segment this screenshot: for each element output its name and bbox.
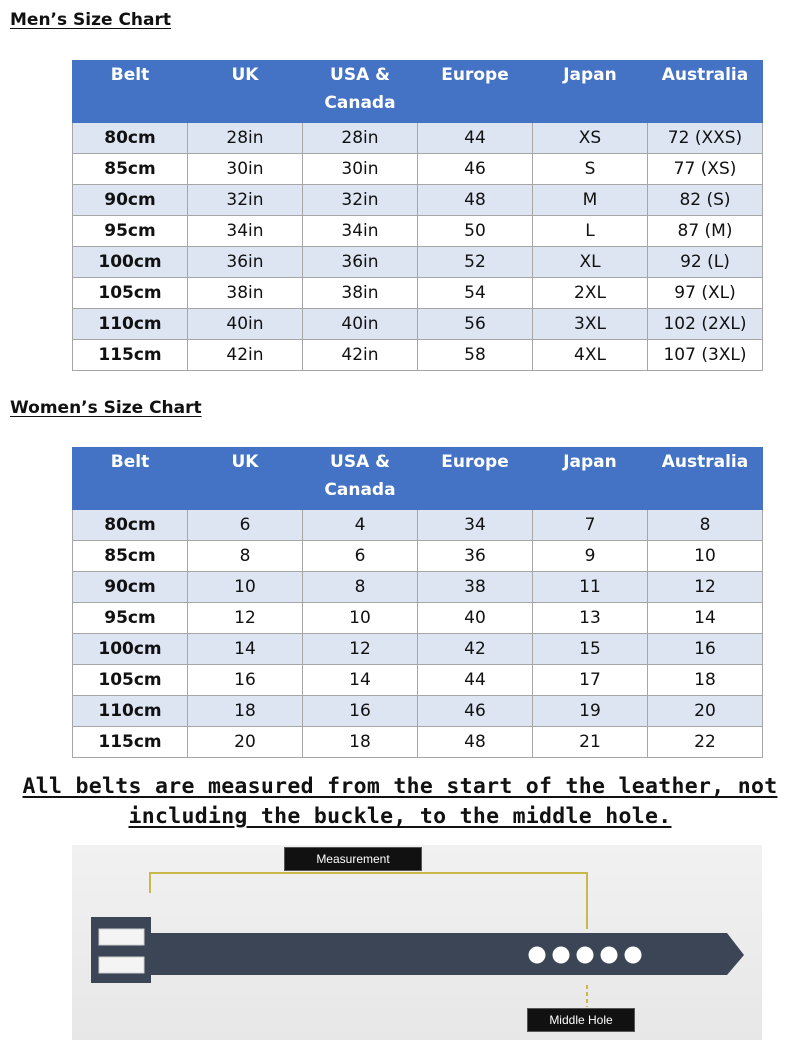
table-header-row [73, 448, 763, 510]
table-cell: XS [533, 123, 648, 154]
table-cell: 14 [648, 603, 763, 634]
table-cell: 42in [188, 340, 303, 371]
table-cell: 13 [533, 603, 648, 634]
column-header: Australia [648, 448, 763, 510]
measurement-note-line: including the buckle, to the middle hole. [128, 804, 672, 829]
table-row [73, 665, 763, 696]
womens-size-table [72, 447, 763, 758]
table-cell: 42 [418, 634, 533, 665]
table-cell: 46 [418, 154, 533, 185]
table-cell: 19 [533, 696, 648, 727]
table-row [73, 247, 763, 278]
table-cell: 46 [418, 696, 533, 727]
table-cell: 3XL [533, 309, 648, 340]
table-row [73, 154, 763, 185]
table-cell: 72 (XXS) [648, 123, 763, 154]
table-cell: 30in [303, 154, 418, 185]
table-cell: 28in [188, 123, 303, 154]
table-cell: 30in [188, 154, 303, 185]
table-row [73, 185, 763, 216]
buckle-window [99, 957, 144, 973]
table-cell: 16 [648, 634, 763, 665]
table-cell: 14 [188, 634, 303, 665]
belt-hole [553, 947, 570, 964]
column-header: UK [188, 448, 303, 510]
table-cell: 95cm [73, 216, 188, 247]
table-cell: 48 [418, 185, 533, 216]
table-row [73, 278, 763, 309]
table-cell: M [533, 185, 648, 216]
table-row [73, 572, 763, 603]
table-cell: L [533, 216, 648, 247]
table-cell: 18 [648, 665, 763, 696]
table-cell: 77 (XS) [648, 154, 763, 185]
column-header: Europe [418, 448, 533, 510]
table-cell: 44 [418, 665, 533, 696]
table-cell: 85cm [73, 154, 188, 185]
table-cell: 87 (M) [648, 216, 763, 247]
table-cell: 95cm [73, 603, 188, 634]
table-cell: 32in [188, 185, 303, 216]
column-header: Belt [73, 61, 188, 123]
table-cell: 12 [188, 603, 303, 634]
table-cell: 34in [188, 216, 303, 247]
table-cell: 21 [533, 727, 648, 758]
table-cell: 28in [303, 123, 418, 154]
table-cell: 115cm [73, 340, 188, 371]
table-cell: 10 [188, 572, 303, 603]
table-cell: 17 [533, 665, 648, 696]
table-cell: 22 [648, 727, 763, 758]
table-cell: 36in [188, 247, 303, 278]
table-cell: 38 [418, 572, 533, 603]
table-cell: 50 [418, 216, 533, 247]
table-cell: 100cm [73, 247, 188, 278]
table-row [73, 309, 763, 340]
table-cell: 40in [303, 309, 418, 340]
column-header: USA & Canada [303, 448, 418, 510]
table-cell: 16 [188, 665, 303, 696]
table-cell: 34 [418, 510, 533, 541]
table-cell: 10 [648, 541, 763, 572]
belt-strap [151, 933, 744, 975]
table-cell: 110cm [73, 696, 188, 727]
table-cell: 8 [648, 510, 763, 541]
table-cell: 100cm [73, 634, 188, 665]
table-cell: 82 (S) [648, 185, 763, 216]
table-cell: 115cm [73, 727, 188, 758]
table-cell: 80cm [73, 123, 188, 154]
table-row [73, 603, 763, 634]
table-cell: 105cm [73, 665, 188, 696]
table-cell: 42in [303, 340, 418, 371]
table-row [73, 696, 763, 727]
belt-hole [601, 947, 618, 964]
table-cell: 80cm [73, 510, 188, 541]
column-header: USA & Canada [303, 61, 418, 123]
measurement-note-line: All belts are measured from the start of the leather, not [22, 774, 778, 799]
table-cell: 90cm [73, 185, 188, 216]
measurement-bracket [150, 873, 587, 929]
belt-hole [625, 947, 642, 964]
column-header: Japan [533, 448, 648, 510]
belt-hole [577, 947, 594, 964]
table-row [73, 123, 763, 154]
table-cell: 11 [533, 572, 648, 603]
table-cell: 105cm [73, 278, 188, 309]
table-cell: S [533, 154, 648, 185]
measurement-label: Measurement [284, 847, 422, 871]
table-cell: 44 [418, 123, 533, 154]
table-row [73, 541, 763, 572]
belt-hole [529, 947, 546, 964]
table-cell: 10 [303, 603, 418, 634]
table-cell: 9 [533, 541, 648, 572]
table-row [73, 510, 763, 541]
column-header: UK [188, 61, 303, 123]
table-cell: 12 [303, 634, 418, 665]
mens-size-table [72, 60, 763, 371]
table-row [73, 727, 763, 758]
table-row [73, 340, 763, 371]
table-header-row [73, 61, 763, 123]
table-cell: 102 (2XL) [648, 309, 763, 340]
table-cell: 36 [418, 541, 533, 572]
table-cell: 20 [648, 696, 763, 727]
table-cell: 6 [303, 541, 418, 572]
table-cell: 16 [303, 696, 418, 727]
table-cell: XL [533, 247, 648, 278]
table-cell: 92 (L) [648, 247, 763, 278]
belt-illustration [72, 845, 762, 1040]
measurement-note [0, 772, 800, 832]
table-cell: 2XL [533, 278, 648, 309]
table-cell: 97 (XL) [648, 278, 763, 309]
table-cell: 40in [188, 309, 303, 340]
table-cell: 18 [188, 696, 303, 727]
table-cell: 8 [188, 541, 303, 572]
table-cell: 110cm [73, 309, 188, 340]
table-cell: 18 [303, 727, 418, 758]
table-cell: 36in [303, 247, 418, 278]
column-header: Australia [648, 61, 763, 123]
table-cell: 90cm [73, 572, 188, 603]
table-row [73, 634, 763, 665]
buckle-window [99, 929, 144, 945]
mens-size-chart-title: Men’s Size Chart [10, 10, 172, 30]
table-cell: 56 [418, 309, 533, 340]
table-cell: 32in [303, 185, 418, 216]
table-cell: 85cm [73, 541, 188, 572]
column-header: Belt [73, 448, 188, 510]
column-header: Europe [418, 61, 533, 123]
table-cell: 8 [303, 572, 418, 603]
belt-measurement-diagram [72, 845, 762, 1040]
table-cell: 4 [303, 510, 418, 541]
column-header: Japan [533, 61, 648, 123]
table-cell: 20 [188, 727, 303, 758]
table-cell: 15 [533, 634, 648, 665]
table-cell: 40 [418, 603, 533, 634]
table-cell: 34in [303, 216, 418, 247]
table-cell: 52 [418, 247, 533, 278]
table-cell: 107 (3XL) [648, 340, 763, 371]
table-cell: 7 [533, 510, 648, 541]
table-cell: 38in [188, 278, 303, 309]
table-row [73, 216, 763, 247]
table-cell: 48 [418, 727, 533, 758]
table-cell: 58 [418, 340, 533, 371]
table-cell: 12 [648, 572, 763, 603]
table-cell: 6 [188, 510, 303, 541]
table-cell: 38in [303, 278, 418, 309]
table-cell: 14 [303, 665, 418, 696]
middle-hole-label: Middle Hole [527, 1008, 635, 1032]
table-cell: 4XL [533, 340, 648, 371]
table-cell: 54 [418, 278, 533, 309]
womens-size-chart-title: Women’s Size Chart [10, 398, 202, 418]
